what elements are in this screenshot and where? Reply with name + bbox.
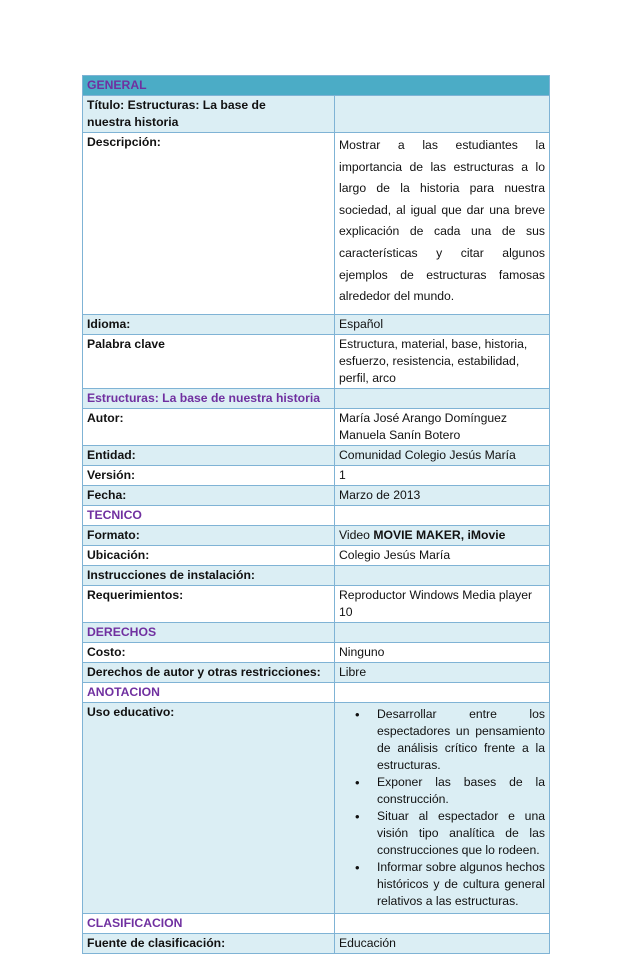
fuente-clasificacion-value: Educación: [335, 933, 550, 953]
section-clasificacion-label: CLASIFICACION: [83, 913, 335, 933]
formato-label: Formato:: [83, 525, 335, 545]
descripcion-label: Descripción:: [83, 133, 335, 315]
formato-value: [335, 525, 550, 545]
row-uso-educativo: [83, 702, 550, 913]
costo-label: Costo:: [83, 642, 335, 662]
list-item: • Desarrollar entre los espectadores un pensamiento de análisis crítico frente a la estructuras.: [377, 706, 545, 774]
section-tecnico-label: TECNICO: [83, 505, 335, 525]
section-tecnico: [83, 505, 550, 525]
row-entidad: [83, 445, 550, 465]
uso-educativo-list: [339, 706, 545, 910]
derechos-autor-value: Libre: [335, 662, 550, 682]
instrucciones-label: Instrucciones de instalación:: [83, 565, 335, 585]
uso-educativo-label: Uso educativo:: [83, 702, 335, 913]
autor-value-2: Manuela Sanín Botero: [339, 427, 461, 442]
autor-value-1: María José Arango Domínguez: [339, 410, 508, 425]
descripcion-value: Mostrar a las estudiantes la importancia de las estructuras a lo largo de la historia para nuestra sociedad, al igual que dar una breve explicación de cada una de sus características y citar algunos ejemplos de estructuras famosas alrededor del mundo.: [335, 133, 550, 315]
row-version: [83, 465, 550, 485]
requerimientos-value: Reproductor Windows Media player 10: [335, 585, 550, 622]
version-label: Versión:: [83, 465, 335, 485]
ubicacion-label: Ubicación:: [83, 545, 335, 565]
uso-educativo-value: [335, 702, 550, 913]
autor-value: [335, 408, 550, 445]
row-autor: [83, 408, 550, 445]
fecha-label: Fecha:: [83, 485, 335, 505]
row-formato: [83, 525, 550, 545]
row-fecha: [83, 485, 550, 505]
row-idioma: [83, 314, 550, 334]
list-item: • Informar sobre algunos hechos históricos y de cultura general relativos a las estructuras.: [377, 859, 545, 910]
palabra-clave-label: Palabra clave: [83, 334, 335, 388]
row-costo: [83, 642, 550, 662]
ubicacion-value: Colegio Jesús María: [335, 545, 550, 565]
section-derechos: [83, 622, 550, 642]
formato-value-bold: MOVIE MAKER, iMovie: [373, 527, 506, 542]
formato-value-prefix: Video: [339, 527, 374, 542]
idioma-label: Idioma:: [83, 314, 335, 334]
fecha-value: Marzo de 2013: [335, 485, 550, 505]
section-general: [83, 76, 550, 96]
titulo-value: [335, 96, 550, 133]
section-anotacion: [83, 682, 550, 702]
section-derechos-label: DERECHOS: [83, 622, 335, 642]
fuente-clasificacion-label: Fuente de clasificación:: [83, 933, 335, 953]
row-palabra-clave: [83, 334, 550, 388]
section-ciclo-label: Estructuras: La base de nuestra historia: [83, 388, 335, 408]
entidad-label: Entidad:: [83, 445, 335, 465]
row-fuente-clasificacion: [83, 933, 550, 953]
list-item: • Exponer las bases de la construcción.: [377, 774, 545, 808]
row-titulo: [83, 96, 550, 133]
derechos-autor-label: Derechos de autor y otras restricciones:: [83, 662, 335, 682]
titulo-label: Título: Estructuras: La base de nuestra historia: [83, 96, 335, 133]
row-requerimientos: [83, 585, 550, 622]
section-general-label: GENERAL: [83, 76, 550, 96]
row-descripcion: [83, 133, 550, 315]
list-item: • Situar al espectador e una visión tipo analítica de las construcciones que lo rodeen.: [377, 808, 545, 859]
requerimientos-label: Requerimientos:: [83, 585, 335, 622]
row-instrucciones: [83, 565, 550, 585]
palabra-clave-value: Estructura, material, base, historia, esfuerzo, resistencia, estabilidad, perfil, arco: [335, 334, 550, 388]
metadata-table: [82, 75, 550, 954]
entidad-value: Comunidad Colegio Jesús María: [335, 445, 550, 465]
version-value: 1: [335, 465, 550, 485]
costo-value: Ninguno: [335, 642, 550, 662]
row-derechos-autor: [83, 662, 550, 682]
section-clasificacion: [83, 913, 550, 933]
section-anotacion-label: ANOTACION: [83, 682, 335, 702]
instrucciones-value: [335, 565, 550, 585]
idioma-value: Español: [335, 314, 550, 334]
row-ubicacion: [83, 545, 550, 565]
section-ciclo: [83, 388, 550, 408]
autor-label: Autor:: [83, 408, 335, 445]
